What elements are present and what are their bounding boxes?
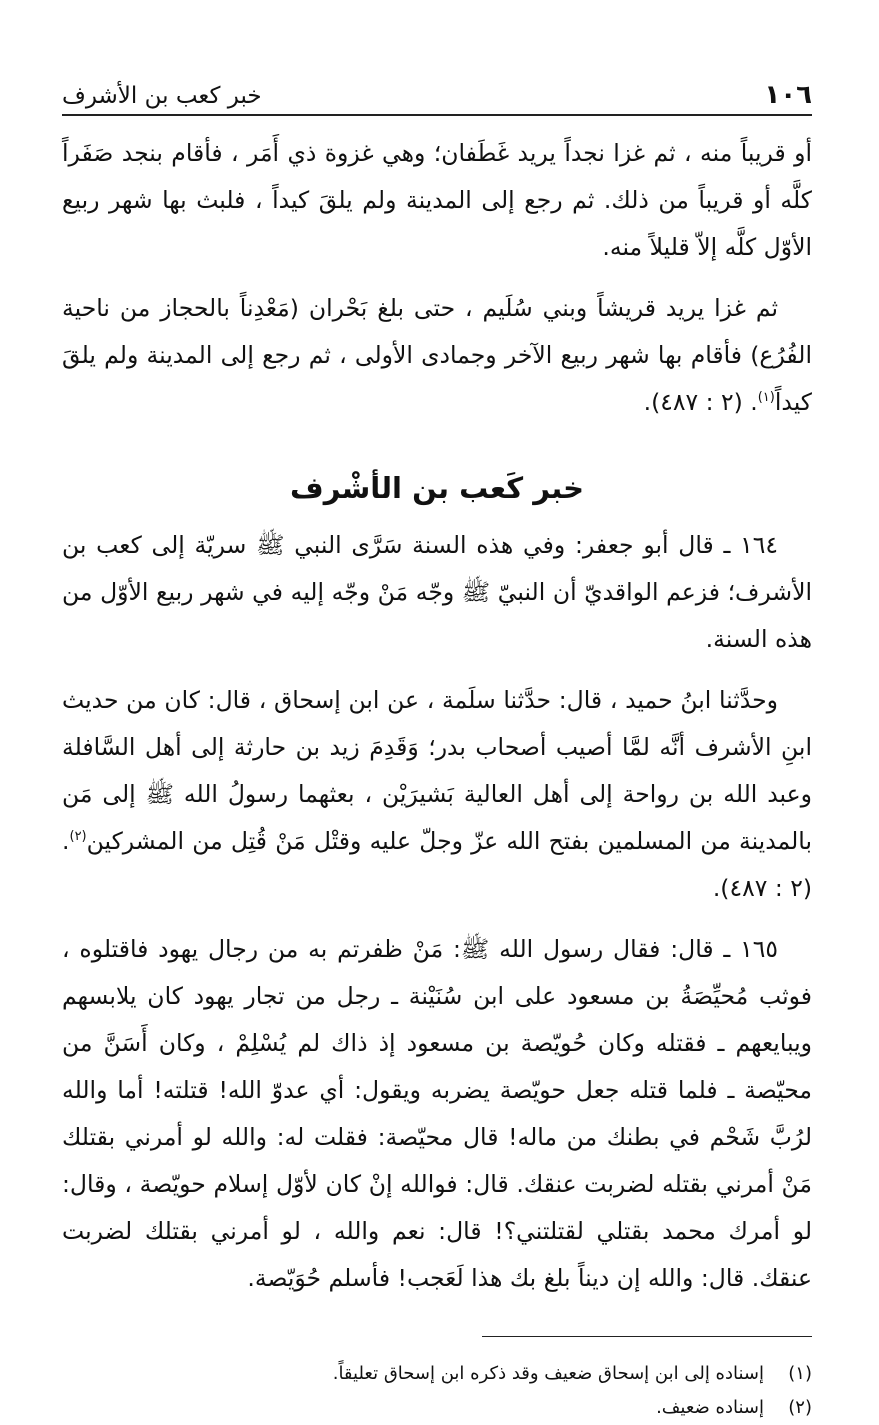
footnote-item [62,1357,812,1391]
paragraph-bahran-end: . (٢ : ٤٨٧). [643,388,758,416]
paragraph-164 [62,522,812,663]
footnote-text: إسناده ضعيف. [656,1397,764,1418]
footnote-number: (٢) [788,1397,812,1418]
page-header [62,72,812,116]
paragraph-bahran [62,285,812,426]
paragraph-hadith-text: وحدَّثنا ابنُ حميد ، قال: حدَّثنا سلَمة ، عن ابن إسحاق ، قال: كان من حديث ابنِ الأشرف أنَّه لمَّا أصيب أصحاب بدر؛ وَقَدِمَ زيد بن حارثة إلى أهل السَّافلة وعبد الله بن رواحة إلى أهل العالية بَشيرَيْن ، بعثهما رسولُ الله ﷺ إلى مَن بالمدينة من المسلمين بفتح الله عزّ وجلّ عليه وقتْل مَنْ قُتِل من المشركين [62,686,812,855]
footnote-divider [482,1336,812,1337]
footnote-text: إسناده إلى ابن إسحاق ضعيف وقد ذكره ابن إسحاق تعليقاً. [332,1363,764,1384]
paragraph-ghatafan: أو قريباً منه ، ثم غزا نجداً يريد غَطَفان؛ وهي غزوة ذي أَمَر ، فأقام بنجد صَفَراً كلَّه أو قريباً من ذلك. ثم رجع إلى المدينة ولم يلقَ كيداً ، فلبث بها شهر ربيع الأوّل كلَّه إلاّ قليلاً منه. [62,139,812,261]
footnote-ref-1: (١) [757,390,775,406]
running-title: خبر كعب بن الأشرف [62,83,262,109]
footnote-item [62,1391,812,1425]
footnote-number: (١) [788,1363,812,1384]
paragraph-hadith-end: . (٢ : ٤٨٧). [62,827,812,902]
book-page [62,72,812,1418]
footnote-ref-2: (٢) [69,829,87,845]
section-title: خبر كَعب بن الأشْرف [290,471,584,505]
footnotes [62,1357,812,1425]
paragraph-164-text: ١٦٤ ـ قال أبو جعفر: وفي هذه السنة سَرَّى النبي ﷺ سريّة إلى كعب بن الأشرف؛ فزعم الواقديّ أن النبيّ ﷺ وجّه مَنْ وجّه إليه في شهر ربيع الأوّل من هذه السنة. [62,531,812,653]
paragraph-bahran-text: ثم غزا يريد قريشاً وبني سُلَيم ، حتى بلغ بَحْران (مَعْدِناً بالحجاز من ناحية الفُرُع) فأقام بها شهر ربيع الآخر وجمادى الأولى ، ثم رجع إلى المدينة ولم يلقَ كيداً [62,294,812,416]
paragraph-hadith [62,677,812,912]
paragraph-165-text: ١٦٥ ـ قال: فقال رسول الله ﷺ: مَنْ ظفرتم به من رجال يهود فاقتلوه ، فوثب مُحيِّصَةُ بن مسعود على ابن سُنَيْنة ـ رجل من تجار يهود كان يلابسهم ويبايعهم ـ فقتله وكان حُويّصة بن مسعود إذ ذاك لم يُسْلِمْ ، وكان أَسَنَّ من محيّصة ـ فلما قتله جعل حويّصة يضربه ويقول: أي عدوّ الله! قتلته! أما والله لرُبَّ شَحْم في بطنك من ماله! قال محيّصة: فقلت له: والله لو أمرني بقتلك مَنْ أمرني بقتله لضربت عنقك. قال: فوالله إنْ كان لأوّل إسلام حويّصة ، وقال: لو أمرك محمد بقتلي لقتلتني؟! قال: نعم والله ، لو أمرني بقتلك لضربت عنقك. قال: والله إن ديناً بلغ بك هذا لَعَجب! فأسلم حُوَيّصة. [62,935,812,1292]
paragraph-165 [62,926,812,1302]
page-number: ١٠٦ [764,80,812,110]
